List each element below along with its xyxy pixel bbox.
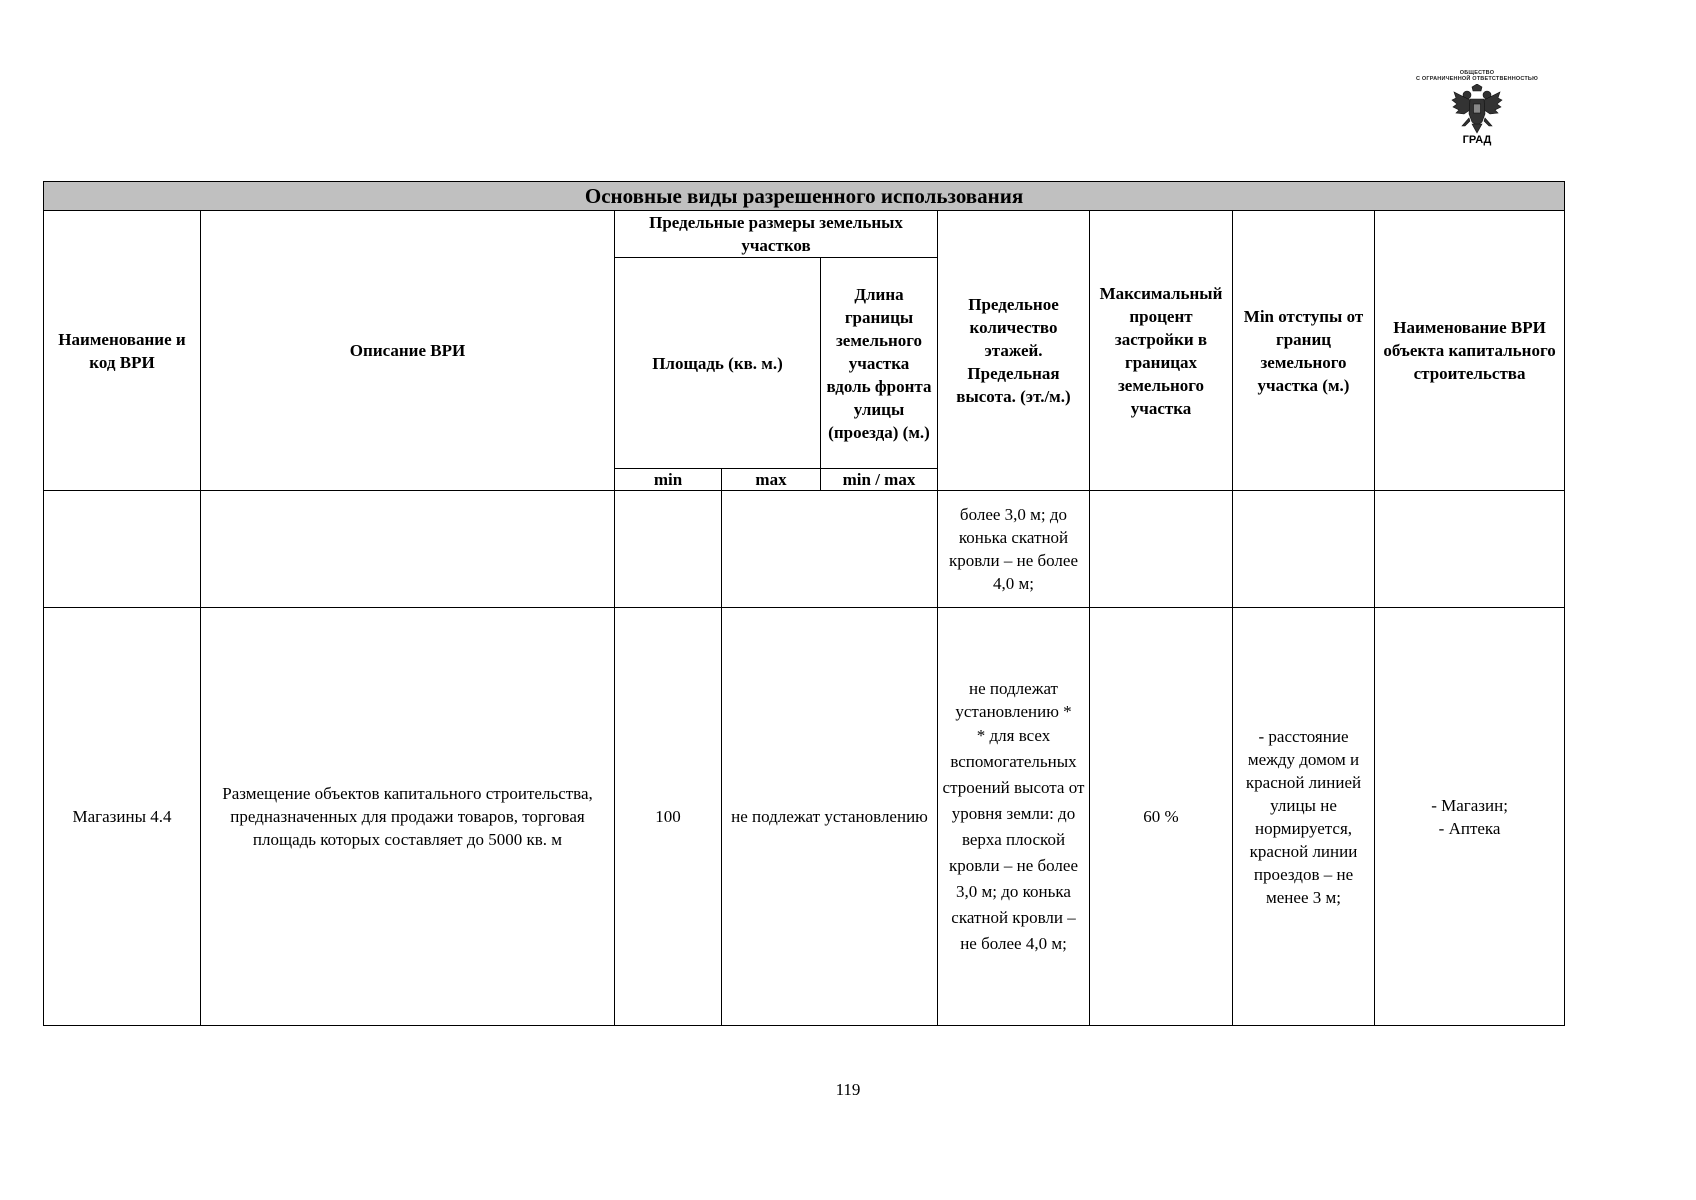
header-description: Описание ВРИ xyxy=(201,211,615,491)
header-frontage: Длина границы земельного участка вдоль фронта улицы (проезда) (м.) xyxy=(821,258,938,469)
object-name-item: - Аптека xyxy=(1438,818,1501,838)
header-area-max: max xyxy=(722,469,821,491)
table-row xyxy=(44,608,1565,1026)
company-logo xyxy=(1392,70,1562,154)
logo-line-1: ОБЩЕСТВО xyxy=(1459,70,1495,76)
cell-min-setbacks: - расстояние между домом и красной линией улицы не нормируется, красной линии проездов – не менее 3 м; xyxy=(1233,608,1375,1026)
header-floors-height: Предельное количество этажей. Предельная высота. (эт./м.) xyxy=(938,211,1090,491)
double-headed-eagle-icon xyxy=(1450,84,1504,134)
cell-empty xyxy=(1233,491,1375,608)
cell-empty xyxy=(44,491,201,608)
logo-line-2: С ОГРАНИЧЕННОЙ ОТВЕТСТВЕННОСТЬЮ xyxy=(1416,76,1538,82)
cell-max-coverage: 60 % xyxy=(1090,608,1233,1026)
vri-table xyxy=(43,181,1565,1026)
table-title: Основные виды разрешенного использования xyxy=(44,182,1565,211)
cell-floors-height xyxy=(938,608,1090,1026)
header-max-coverage: Максимальный процент застройки в границах земельного участка xyxy=(1090,211,1233,491)
cell-area-min: 100 xyxy=(615,608,722,1026)
cell-empty xyxy=(201,491,615,608)
cell-empty xyxy=(722,491,938,608)
page-number: 119 xyxy=(835,1080,861,1099)
header-area-min: min xyxy=(615,469,722,491)
cell-object-name xyxy=(1375,608,1565,1026)
floors-height-main: не подлежат установлению * xyxy=(955,678,1072,721)
cell-name-code: Магазины 4.4 xyxy=(44,608,201,1026)
cell-empty xyxy=(1375,491,1565,608)
header-area: Площадь (кв. м.) xyxy=(615,258,821,469)
cell-area-max-frontage: не подлежат установлению xyxy=(722,608,938,1026)
floors-height-note: * для всех вспомогательных строений высота от уровня земли: до верха плоской кровли – не более 3,0 м; до конька скатной кровли – не более 4,0 м; xyxy=(942,725,1085,953)
logo-name: ГРАД xyxy=(1462,134,1492,146)
header-frontage-min-max: min / max xyxy=(821,469,938,491)
header-min-setbacks: Min отступы от границ земельного участка (м.) xyxy=(1233,211,1375,491)
cell-empty xyxy=(1090,491,1233,608)
header-object-name: Наименование ВРИ объекта капитального строительства xyxy=(1375,211,1565,491)
cell-description: Размещение объектов капитального строительства, предназначенных для продажи товаров, торговая площадь которых составляет до 5000 кв. м xyxy=(201,608,615,1026)
header-plot-limits: Предельные размеры земельных участков xyxy=(615,211,938,258)
table-row-continuation xyxy=(44,491,1565,608)
cell-floors-height-continuation: более 3,0 м; до конька скатной кровли – не более 4,0 м; xyxy=(938,491,1090,608)
cell-empty xyxy=(615,491,722,608)
header-name-code: Наименование и код ВРИ xyxy=(44,211,201,491)
object-name-item: - Магазин; xyxy=(1431,795,1508,815)
